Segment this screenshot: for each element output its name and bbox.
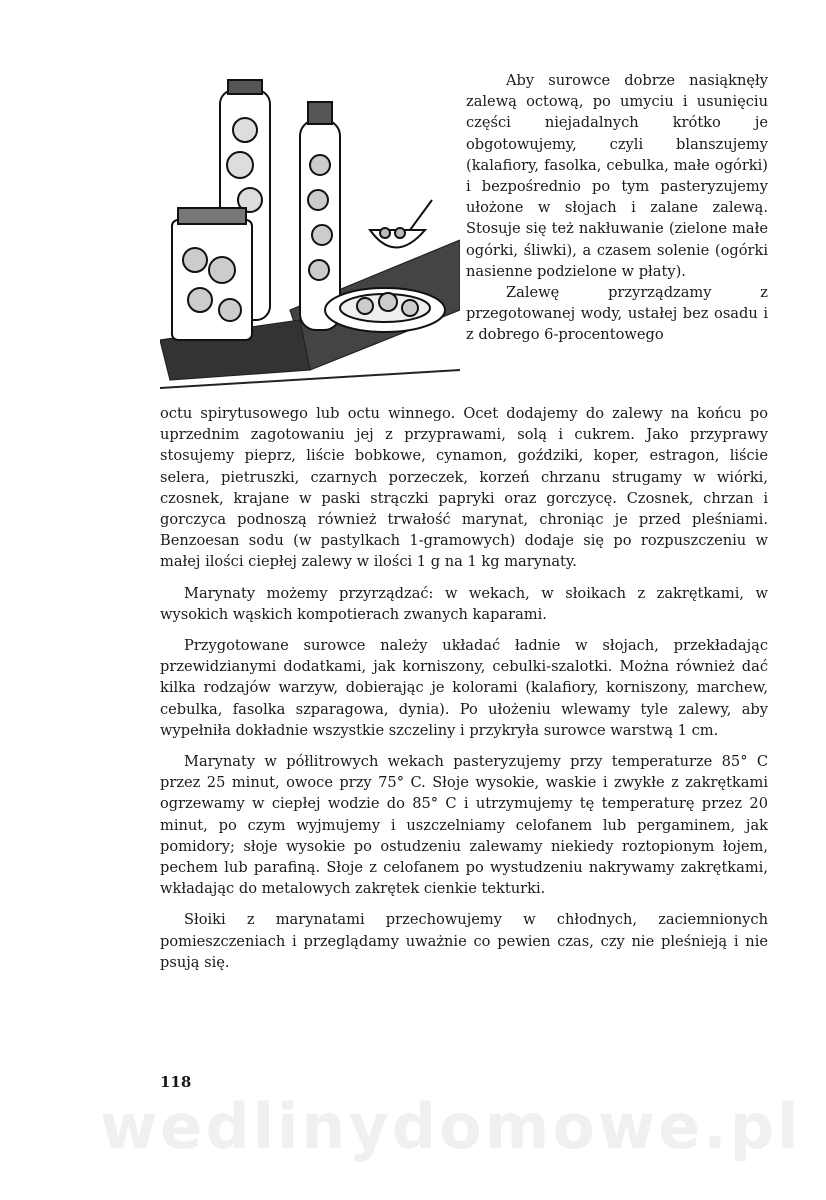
paragraph: Marynaty w półlitrowych wekach pasteryzujemy przy temperaturze 85° C przez 25 minut, owoce przy 75° C. Słoje wysokie, waskie i zwykłe z zakrętkami ogrzewamy w ciepłej wodzie do 85° C i utrzymujemy tę temperaturę przez 20 minut, po czym wyjmujemy i uszczelniamy celofanem lub pergaminem, jak pomidory; słoje wysokie po ostudzeniu zalewamy niekiedy roztopionym łojem, pechem lub parafiną. Słoje z celofanem po wystudzeniu nakrywamy zakrętkami, wkładając do metalowych zakrętek cienkie tekturki. (160, 753, 768, 898)
jars-illustration (160, 70, 460, 390)
paragraph: Aby surowce dobrze nasiąknęły zalewą octową, po umyciu i usunięciu części niejadalnych krótko je obgotowujemy, czyli blanszujemy (kalafiory, fasolka, cebulka, małe ogórki) i bezpośrednio po tym pasteryzujemy ułożone w słojach i zalane zalewą. Stosuje się też nakłuwanie (zielone małe ogórki, śliwki), a czasem solenie (ogórki nasienne podzielone w płaty). (466, 72, 768, 280)
watermark: wedlinydomowe.pl (100, 1090, 802, 1163)
main-text-column (160, 403, 768, 973)
paragraph: Marynaty możemy przyrządzać: w wekach, w słoikach z zakrętkami, w wysokich wąskich kompotierach zwanych kaparami. (160, 584, 768, 623)
paragraph: Przygotowane surowce należy układać ładnie w słojach, przekładając przewidzianymi dodatkami, jak korniszony, cebulki-szalotki. Można również dać kilka rodzajów warzyw, dobierając je kolorami (kalafiory, korniszony, marchew, cebulka, fasolka szparagowa, dynia). Po ułożeniu wlewamy tyle zalewy, aby wypełniła dokładnie wszystkie szczeliny i przykryła surowce warstwą 1 cm. (160, 637, 768, 739)
paragraph: octu spirytusowego lub octu winnego. Ocet dodajemy do zalewy na końcu po uprzednim zagotowaniu jej z przyprawami, solą i cukrem. Jako przyprawy stosujemy pieprz, liście bobkowe, cynamon, goździki, koper, estragon, liście selera, pietruszki, czarnych porzeczek, korzeń chrzanu strugamy w wiórki, czosnek, krajane w paski strączki papryki oraz gorczycę. Czosnek, chrzan i gorczyca podnoszą również trwałość marynat, chroniąc je przed pleśniami. Benzoesan sodu (w pastylkach 1-gramowych) dodaje się po rozpuszczeniu w małej ilości ciepłej zalewy w ilości 1 g na 1 kg marynaty. (160, 405, 768, 571)
side-text-column (466, 70, 768, 346)
paragraph: Słoiki z marynatami przechowujemy w chłodnych, zaciemnionych pomieszczeniach i przeglądamy uważnie co pewien czas, czy nie pleśnieją i nie psują się. (160, 911, 768, 971)
paragraph: Zalewę przyrządzamy z przegotowanej wody, ustałej bez osadu i z dobrego 6-procentowego (466, 284, 768, 344)
page-number: 118 (160, 1073, 192, 1091)
